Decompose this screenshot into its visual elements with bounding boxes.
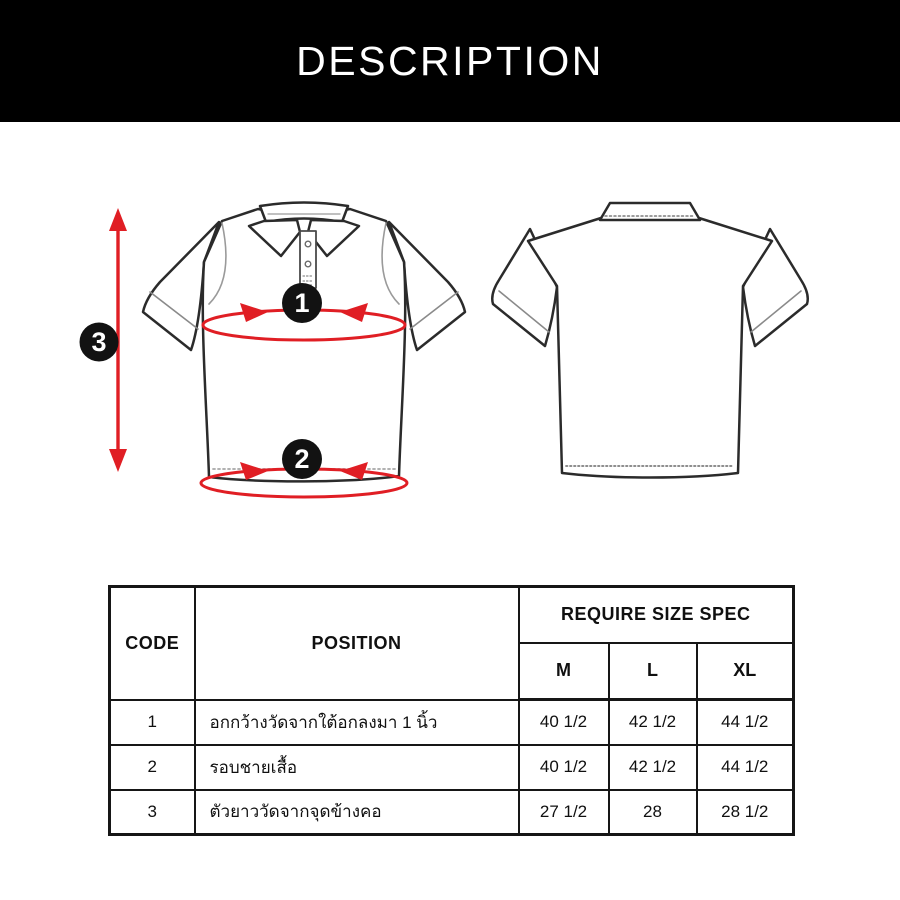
value-cell-l: 42 1/2 [609,745,697,790]
position-cell: ตัวยาววัดจากจุดข้างคอ [195,790,519,835]
size-header-xl: XL [697,643,794,700]
placket-button-2 [305,261,311,267]
size-header-l: L [609,643,697,700]
value-cell-l: 28 [609,790,697,835]
table-row [110,790,794,835]
marker-2-label: 2 [294,444,310,474]
polo-back-illustration [492,203,808,478]
value-cell-m: 40 1/2 [519,745,609,790]
table-row [110,700,794,745]
value-cell-xl: 44 1/2 [697,745,794,790]
value-cell-m: 40 1/2 [519,700,609,745]
front-placket [300,231,316,288]
position-cell: อกกว้างวัดจากใต้อกลงมา 1 นิ้ว [195,700,519,745]
size-header-m: M [519,643,609,700]
back-body [528,218,772,478]
shirt-diagram-svg [0,122,900,582]
marker-3-label: 3 [91,327,107,357]
size-spec-table [108,585,795,836]
marker-1-label: 1 [294,288,310,318]
size-table-wrapper [108,585,900,836]
value-cell-m: 27 1/2 [519,790,609,835]
col-header-position: POSITION [195,587,519,700]
code-cell: 3 [110,790,195,835]
code-cell: 2 [110,745,195,790]
placket-button-1 [305,241,311,247]
length-arrowhead-down [109,449,127,472]
value-cell-xl: 28 1/2 [697,790,794,835]
table-row [110,745,794,790]
length-arrowhead-up [109,208,127,231]
value-cell-l: 42 1/2 [609,700,697,745]
page-title: DESCRIPTION [296,37,604,84]
front-collar-band [260,203,348,223]
title-banner [0,0,900,122]
col-header-require-size-spec: REQUIRE SIZE SPEC [519,587,794,643]
size-diagram [0,122,900,582]
col-header-code: CODE [110,587,195,700]
position-cell: รอบชายเสื้อ [195,745,519,790]
back-collar [600,203,700,220]
code-cell: 1 [110,700,195,745]
value-cell-xl: 44 1/2 [697,700,794,745]
